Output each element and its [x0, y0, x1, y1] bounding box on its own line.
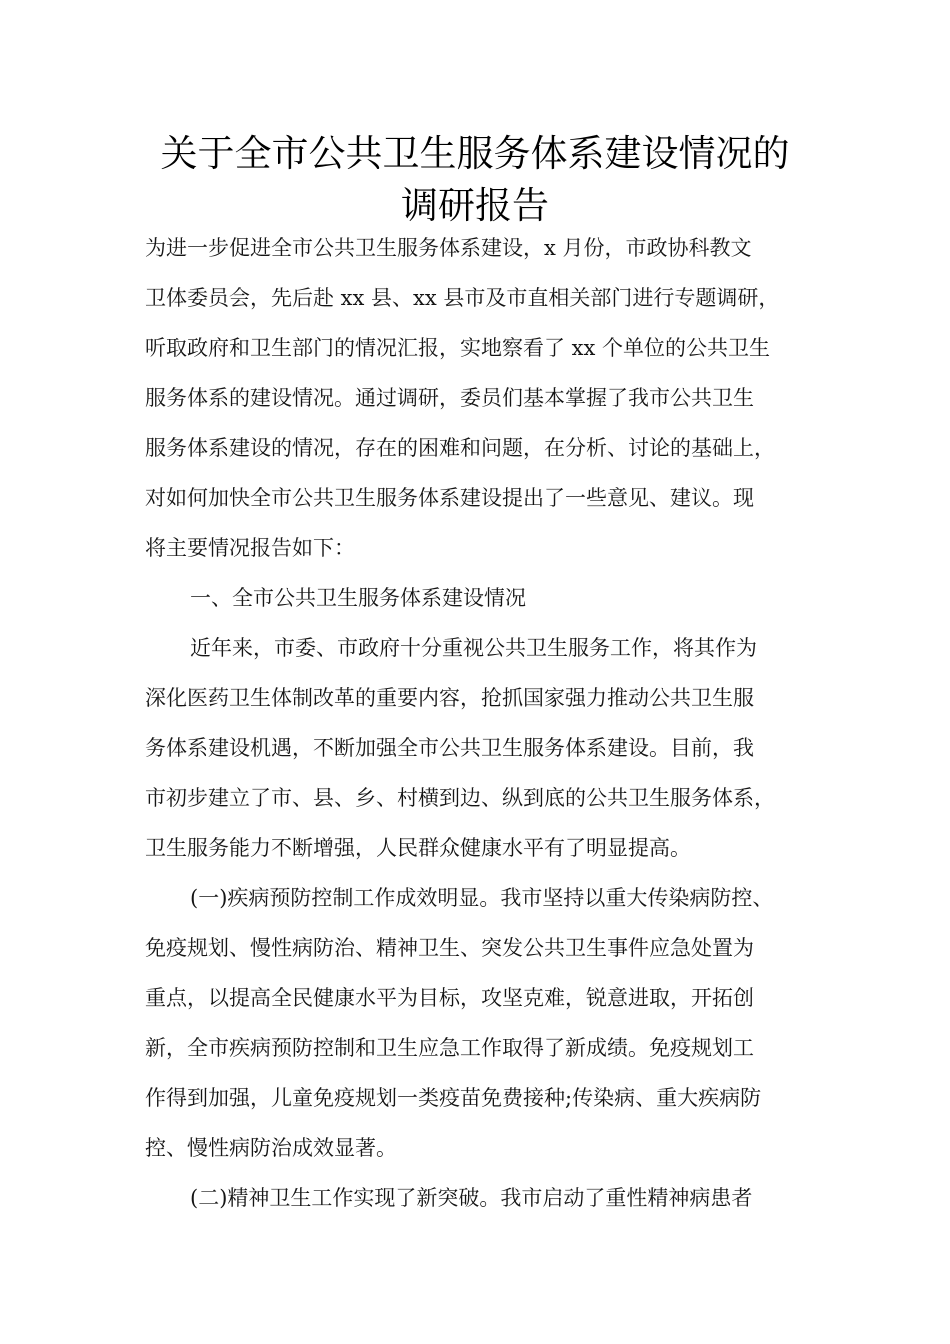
- body-line: 卫体委员会，先后赴 xx 县、xx 县市及市直相关部门进行专题调研，: [145, 286, 780, 310]
- body-line: 务体系建设机遇，不断加强全市公共卫生服务体系建设。目前，我: [145, 736, 754, 760]
- body-line: 为进一步促进全市公共卫生服务体系建设，x 月份，市政协科教文: [145, 236, 752, 260]
- body-line: 近年来，市委、市政府十分重视公共卫生服务工作，将其作为: [190, 636, 757, 660]
- body-line: 新，全市疾病预防控制和卫生应急工作取得了新成绩。免疫规划工: [145, 1036, 754, 1060]
- body-line: 免疫规划、慢性病防治、精神卫生、突发公共卫生事件应急处置为: [145, 936, 754, 960]
- body-line: 控、慢性病防治成效显著。: [145, 1136, 397, 1160]
- subsection-line: (二)精神卫生工作实现了新突破。我市启动了重性精神病患者: [190, 1186, 753, 1210]
- document-title-line-1: 关于全市公共卫生服务体系建设情况的: [160, 132, 790, 175]
- body-line: 深化医药卫生体制改革的重要内容，抢抓国家强力推动公共卫生服: [145, 686, 754, 710]
- body-line: 听取政府和卫生部门的情况汇报，实地察看了 xx 个单位的公共卫生: [145, 336, 771, 360]
- body-line: 对如何加快全市公共卫生服务体系建设提出了一些意见、建议。现: [145, 486, 754, 510]
- section-heading: 一、全市公共卫生服务体系建设情况: [190, 586, 526, 610]
- body-line: 市初步建立了市、县、乡、村横到边、纵到底的公共卫生服务体系，: [145, 786, 775, 810]
- body-line: 卫生服务能力不断增强，人民群众健康水平有了明显提高。: [145, 836, 691, 860]
- body-line: 服务体系建设的情况，存在的困难和问题，在分析、讨论的基础上，: [145, 436, 775, 460]
- body-line: 将主要情况报告如下：: [145, 536, 355, 560]
- body-line: 重点，以提高全民健康水平为目标，攻坚克难，锐意进取，开拓创: [145, 986, 754, 1010]
- subsection-line: (一)疾病预防控制工作成效明显。我市坚持以重大传染病防控、: [190, 886, 774, 910]
- body-line: 作得到加强，儿童免疫规划一类疫苗免费接种;传染病、重大疾病防: [145, 1086, 762, 1110]
- document-title-line-2: 调研报告: [401, 184, 549, 227]
- body-line: 服务体系的建设情况。通过调研，委员们基本掌握了我市公共卫生: [145, 386, 754, 410]
